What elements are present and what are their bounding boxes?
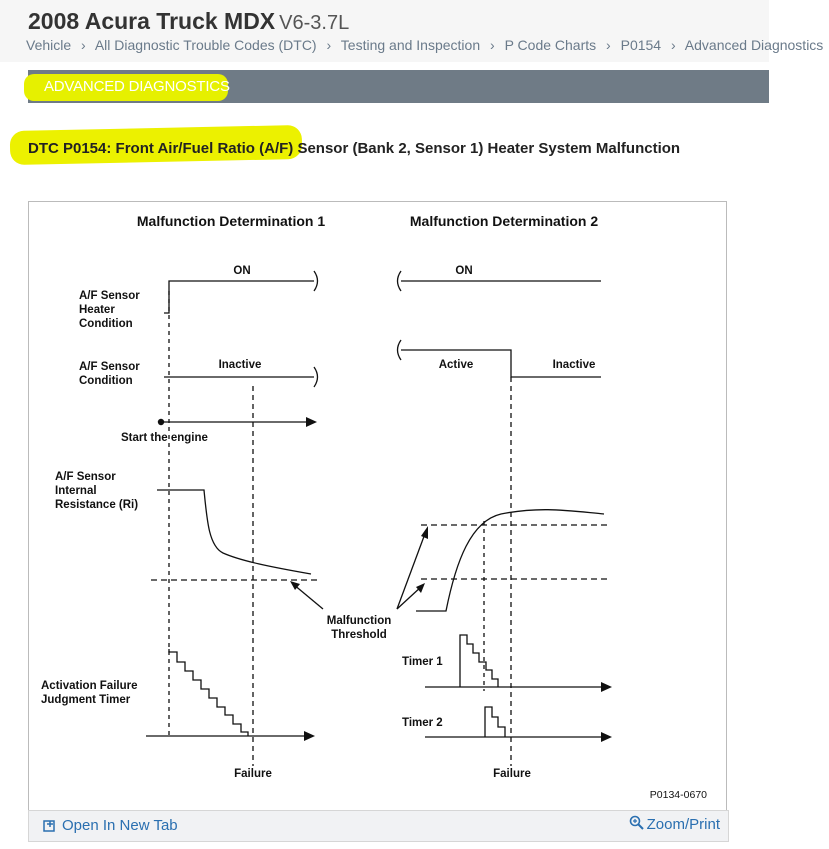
- label-heater: A/F Sensor: [79, 290, 140, 302]
- state-on-left: ON: [233, 265, 251, 277]
- engine-subtitle: V6-3.7L: [279, 12, 350, 34]
- judgment-timer-staircase: [169, 649, 248, 736]
- failure-label-left: Failure: [234, 768, 272, 780]
- breadcrumb: [26, 36, 824, 53]
- label-heater: Condition: [79, 318, 133, 330]
- label-resistance: A/F Sensor: [55, 471, 116, 483]
- arrowhead: [601, 682, 612, 692]
- breadcrumb-separator: ›: [326, 37, 332, 53]
- failure-label-right: Failure: [493, 768, 531, 780]
- heater-signal-left: [164, 281, 314, 313]
- breadcrumb-separator: ›: [490, 37, 495, 53]
- label-threshold: Malfunction: [326, 615, 392, 627]
- timer1-staircase: [460, 635, 498, 687]
- zoom-print-link[interactable]: [629, 815, 720, 833]
- state-on-right: ON: [455, 265, 473, 277]
- figure-footer: [28, 810, 729, 842]
- threshold-pointer: [397, 531, 426, 609]
- label-judgment-timer: Activation Failure: [41, 680, 138, 692]
- page-title: [28, 8, 349, 35]
- arrowhead: [601, 732, 612, 742]
- label-resistance: Internal: [55, 485, 97, 497]
- breadcrumb-item[interactable]: Testing and Inspection: [340, 37, 481, 53]
- breadcrumb-separator: ›: [606, 37, 611, 53]
- diagram-figure[interactable]: [28, 201, 727, 811]
- breadcrumb-item[interactable]: Advanced Diagnostics: [684, 37, 824, 53]
- timer2-staircase: [485, 707, 505, 737]
- vehicle-title: 2008 Acura Truck MDX: [28, 8, 276, 34]
- figure-code: P0134-0670: [649, 789, 707, 801]
- arrowhead: [416, 583, 425, 593]
- dtc-title: DTC P0154: Front Air/Fuel Ratio (A/F) Sensor (Bank 2, Sensor 1) Heater System Malfunction: [28, 140, 681, 157]
- breadcrumb-item[interactable]: P0154: [620, 37, 662, 53]
- title-bar: [0, 0, 824, 62]
- label-sensor-condition: A/F Sensor: [79, 361, 140, 373]
- break-mark: [398, 340, 402, 360]
- state-inactive-right: Inactive: [552, 359, 596, 371]
- arrowhead: [306, 417, 317, 427]
- label-threshold: Threshold: [331, 629, 387, 641]
- diagram-title-right: Malfunction Determination 2: [409, 213, 599, 229]
- breadcrumb-item[interactable]: Vehicle: [26, 37, 72, 53]
- breadcrumb-separator: ›: [81, 37, 86, 53]
- label-resistance: Resistance (Ri): [55, 499, 139, 511]
- arrowhead: [304, 731, 315, 741]
- open-new-tab-label: Open In New Tab: [62, 817, 178, 834]
- state-inactive-left: Inactive: [218, 359, 262, 371]
- state-active-right: Active: [438, 359, 474, 371]
- start-point: [158, 419, 164, 425]
- label-timer-2: Timer 2: [402, 717, 443, 729]
- label-timer-1: Timer 1: [402, 656, 443, 668]
- label-start-engine: Start the engine: [121, 432, 208, 444]
- breadcrumb-separator: ›: [670, 37, 676, 53]
- arrowhead: [421, 526, 428, 539]
- resistance-curve: [157, 490, 311, 574]
- break-mark: [314, 367, 318, 387]
- timing-diagram: [29, 202, 726, 810]
- break-mark: [314, 271, 318, 291]
- section-label: ADVANCED DIAGNOSTICS: [44, 78, 230, 95]
- break-mark: [398, 271, 402, 291]
- open-new-tab-icon: [43, 819, 56, 832]
- zoom-print-label: Zoom/Print: [646, 816, 720, 833]
- diagram-title-left: Malfunction Determination 1: [136, 213, 326, 229]
- breadcrumb-item[interactable]: All Diagnostic Trouble Codes (DTC): [94, 37, 317, 53]
- label-judgment-timer: Judgment Timer: [41, 694, 131, 706]
- threshold-pointer: [293, 584, 323, 609]
- label-heater: Heater: [79, 304, 115, 316]
- section-bar: [28, 70, 769, 103]
- open-new-tab-link[interactable]: [43, 817, 178, 834]
- label-sensor-condition: Condition: [79, 375, 133, 387]
- breadcrumb-item[interactable]: P Code Charts: [504, 37, 597, 53]
- magnifier-icon: [629, 815, 645, 831]
